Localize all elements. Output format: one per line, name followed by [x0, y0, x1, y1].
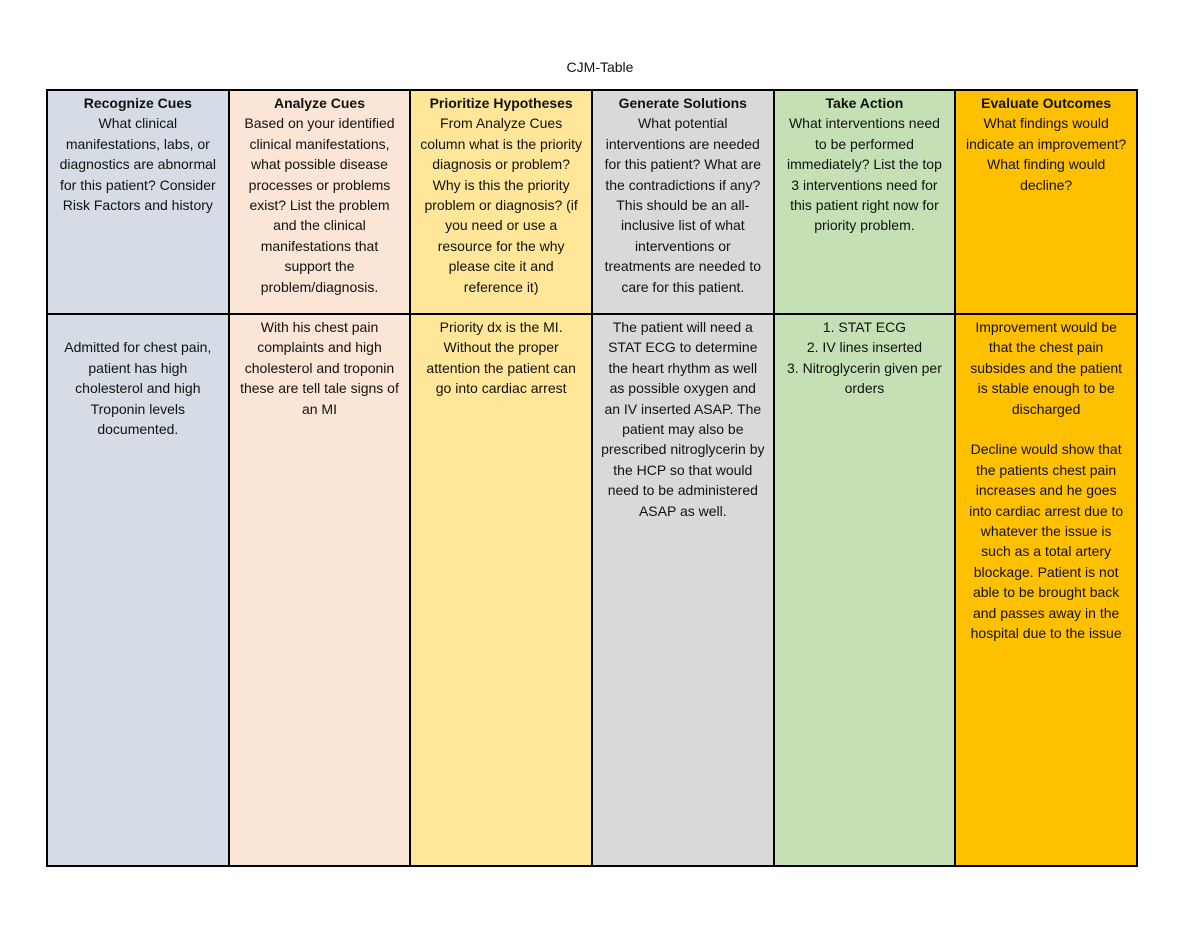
response-cell-recognize-cues [47, 314, 229, 866]
response-text: Improvement would be that the chest pain subsides and the patient is stable enough to be discharged [970, 319, 1123, 417]
response-cell-generate-solutions [592, 314, 774, 866]
header-cell-evaluate-outcomes [955, 90, 1137, 314]
column-prompt: What clinical manifestations, labs, or diagnostics are abnormal for this patient? Consider Risk Factors and history [59, 115, 217, 214]
intervention-item: 3. Nitroglycerin given per orders [787, 359, 942, 397]
response-text: Admitted for chest pain, patient has high cholesterol and high Troponin levels documented. [64, 339, 212, 438]
table-response-row [47, 314, 1137, 866]
column-heading: Take Action [825, 95, 904, 111]
column-heading: Prioritize Hypotheses [429, 95, 573, 111]
page-title: CJM-Table [566, 59, 634, 75]
cjm-table [46, 89, 1138, 867]
column-heading: Generate Solutions [618, 95, 747, 111]
column-prompt: What interventions need to be performed immediately? List the top 3 interventions need for this patient right now for priority problem. [787, 115, 942, 234]
column-heading: Analyze Cues [273, 95, 365, 111]
column-prompt: Based on your identified clinical manifestations, what possible disease processes or problems exist? List the problem and the clinical manifestations that support the problem/diagnosis. [244, 115, 395, 295]
table-header-row [47, 90, 1137, 314]
response-text: Priority dx is the MI. Without the proper attention the patient can go into cardiac arrest [426, 319, 576, 397]
response-cell-evaluate-outcomes [955, 314, 1137, 866]
column-prompt: From Analyze Cues column what is the priority diagnosis or problem? Why is this the priority problem or diagnosis? (if you need or use a resource for the why please cite it and reference it) [420, 115, 583, 295]
column-prompt: What potential interventions are needed for this patient? What are the contradictions if any? This should be an all-inclusive list of what interventions or treatments are needed to care for this patient. [604, 115, 762, 295]
column-heading: Recognize Cues [83, 95, 192, 111]
intervention-item: 1. STAT ECG [822, 319, 907, 335]
intervention-item: 2. IV lines inserted [806, 339, 923, 356]
response-spacer [964, 419, 1128, 439]
header-cell-analyze-cues [229, 90, 411, 314]
response-cell-take-action [774, 314, 956, 866]
response-cell-analyze-cues [229, 314, 411, 866]
header-cell-recognize-cues [47, 90, 229, 314]
column-heading: Evaluate Outcomes [981, 95, 1112, 111]
response-text: Decline would show that the patients chest pain increases and he goes into cardiac arrest due to whatever the issue is such as a total artery blockage. Patient is not able to be brought back and passes away in the hospital due to the issue [969, 441, 1124, 642]
header-cell-generate-solutions [592, 90, 774, 314]
response-text: With his chest pain complaints and high cholesterol and troponin these are tell tale signs of an MI [240, 319, 399, 417]
header-cell-take-action [774, 90, 956, 314]
response-text [56, 317, 220, 337]
header-cell-prioritize-hypotheses [410, 90, 592, 314]
column-prompt: What findings would indicate an improvement? What finding would decline? [965, 115, 1127, 193]
response-cell-prioritize-hypotheses [410, 314, 592, 866]
response-text: The patient will need a STAT ECG to determine the heart rhythm as well as possible oxygen and an IV inserted ASAP. The patient may also be prescribed nitroglycerin by the HCP so that would need to be administered ASAP as well. [601, 319, 765, 519]
